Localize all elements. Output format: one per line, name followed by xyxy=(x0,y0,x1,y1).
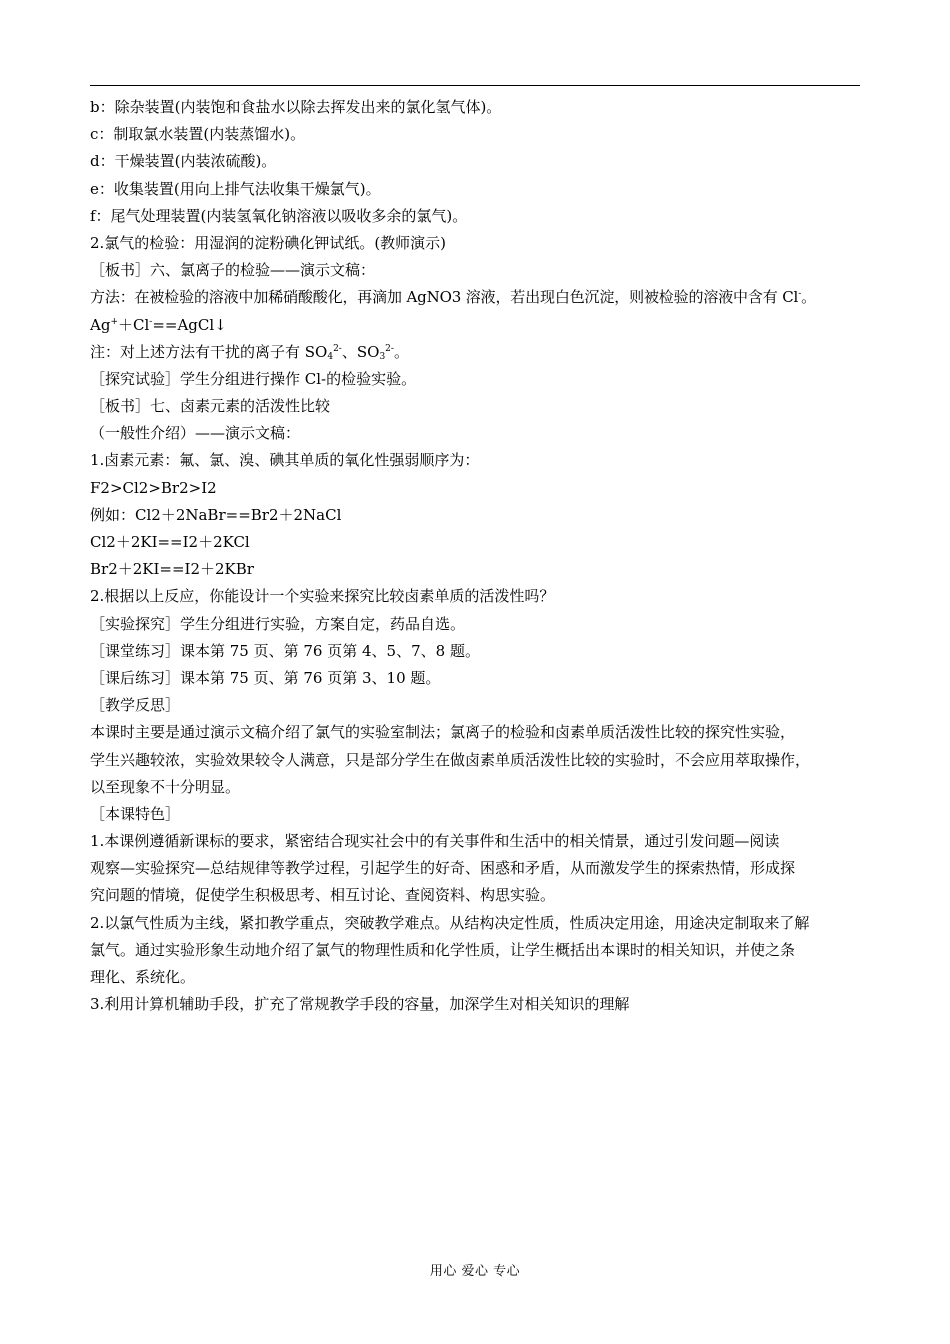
feature-1-row-3: 究问题的情境，促使学生积极思考、相互讨论、查阅资料、构思实验。 xyxy=(90,886,556,905)
reflection-row-2: 学生兴趣较浓，实验效果较令人满意，只是部分学生在做卤素单质活泼性比较的实验时，不会应用萃取操作， xyxy=(90,750,811,769)
feature-1-row-1: 1.本课例遵循新课标的要求，紧密结合现实社会中的有关事件和生活中的相关情景，通过引发问题—阅读 xyxy=(90,832,780,851)
after-class-exercise: ［课后练习］课本第 75 页、第 76 页第 3、10 题。 xyxy=(90,668,441,687)
item-e: e：收集装置(用向上排气法收集干燥氯气)。 xyxy=(90,179,381,198)
method-text: 方法：在被检验的溶液中加稀硝酸酸化，再滴加 AgNO3 溶液，若出现白色沉淀，则被检验的溶液中含有 Cl xyxy=(90,288,799,307)
example-equation-2: Cl2＋2KI==I2＋2KCl xyxy=(90,533,250,551)
silver-chloride-equation xyxy=(90,312,866,339)
example-equation-3: Br2＋2KI==I2＋2KBr xyxy=(90,560,254,579)
reflection-row-1: 本课时主要是通过演示文稿介绍了氯气的实验室制法；氯离子的检验和卤素单质活泼性比较的探究性实验， xyxy=(90,723,796,742)
so4-subscript: 4 xyxy=(327,351,334,362)
page-footer: 用心 爱心 专心 xyxy=(429,1264,521,1279)
feature-1-row-2: 观察—实验探究—总结规律等教学过程，引起学生的好奇、困惑和矛盾，从而激发学生的探索热情，形成探 xyxy=(90,859,796,878)
example-equation-1: 例如：Cl2＋2NaBr==Br2＋2NaCl xyxy=(90,505,342,524)
feature-3: 3.利用计算机辅助手段，扩充了常规教学手段的容量，加深学生对相关知识的理解 xyxy=(90,995,630,1014)
eq-rest: ==AgCl↓ xyxy=(152,315,227,334)
method-superscript: - xyxy=(798,289,802,300)
feature-2-row-3: 理化、系统化。 xyxy=(90,968,196,986)
so4-charge: 2- xyxy=(333,343,342,354)
so3-charge: 2- xyxy=(385,343,394,354)
reflection-heading: ［教学反思］ xyxy=(90,696,181,715)
item-c: c：制取氯水装置(内装蒸馏水)。 xyxy=(90,125,306,144)
features-heading: ［本课特色］ xyxy=(90,804,181,823)
board-section-6: ［板书］六、氯离子的检验——演示文稿： xyxy=(90,261,376,280)
general-intro: （一般性介绍）——演示文稿： xyxy=(90,424,301,443)
halogen-order-equation: F2>Cl2>Br2>I2 xyxy=(90,478,217,497)
document-body xyxy=(90,94,866,1018)
design-question: 2.根据以上反应，你能设计一个实验来探究比较卤素单质的活泼性吗？ xyxy=(90,587,555,606)
note-end: 。 xyxy=(393,342,409,361)
class-exercise: ［课堂练习］课本第 75 页、第 76 页第 4、5、7、8 题。 xyxy=(90,641,480,660)
header-rule xyxy=(90,85,860,86)
explore-cl-test: ［探究试验］学生分组进行操作 Cl-的检验实验。 xyxy=(90,369,417,388)
item-f: f：尾气处理装置(内装氢氧化钠溶液以吸收多余的氯气)。 xyxy=(90,206,468,225)
eq-cl-charge: - xyxy=(149,316,153,327)
feature-2-row-2: 氯气。通过实验形象生动地介绍了氯气的物理性质和化学性质，让学生概括出本课时的相关知识，并使之条 xyxy=(90,940,796,959)
note-separator: 、SO xyxy=(341,342,380,361)
eq-plus-cl: ＋Cl xyxy=(117,315,150,334)
so3-subscript: 3 xyxy=(379,351,386,362)
halogen-order-line: 1.卤素元素：氟、氯、溴、碘其单质的氧化性强弱顺序为： xyxy=(90,451,480,470)
feature-2-row-1: 2.以氯气性质为主线，紧扣教学重点，突破教学难点。从结构决定性质，性质决定用途，用途决定制取来了解 xyxy=(90,913,810,932)
method-end: 。 xyxy=(801,288,816,307)
reflection-row-3: 以至现象不十分明显。 xyxy=(90,777,241,796)
chlorine-test-line: 2.氯气的检验：用湿润的淀粉碘化钾试纸。(教师演示) xyxy=(90,233,447,252)
eq-ag: Ag xyxy=(90,315,111,334)
method-line xyxy=(90,284,866,311)
board-section-7: ［板书］七、卤素元素的活泼性比较 xyxy=(90,397,331,416)
item-d: d：干燥装置(内装浓硫酸)。 xyxy=(90,152,277,171)
item-b: b：除杂装置(内装饱和食盐水以除去挥发出来的氯化氢气体)。 xyxy=(90,98,502,116)
experiment-explore: ［实验探究］学生分组进行实验，方案自定，药品自选。 xyxy=(90,614,466,633)
note-prefix: 注：对上述方法有干扰的离子有 SO xyxy=(90,342,328,361)
interfering-ions-note xyxy=(90,339,866,366)
eq-ag-charge: + xyxy=(110,316,118,327)
